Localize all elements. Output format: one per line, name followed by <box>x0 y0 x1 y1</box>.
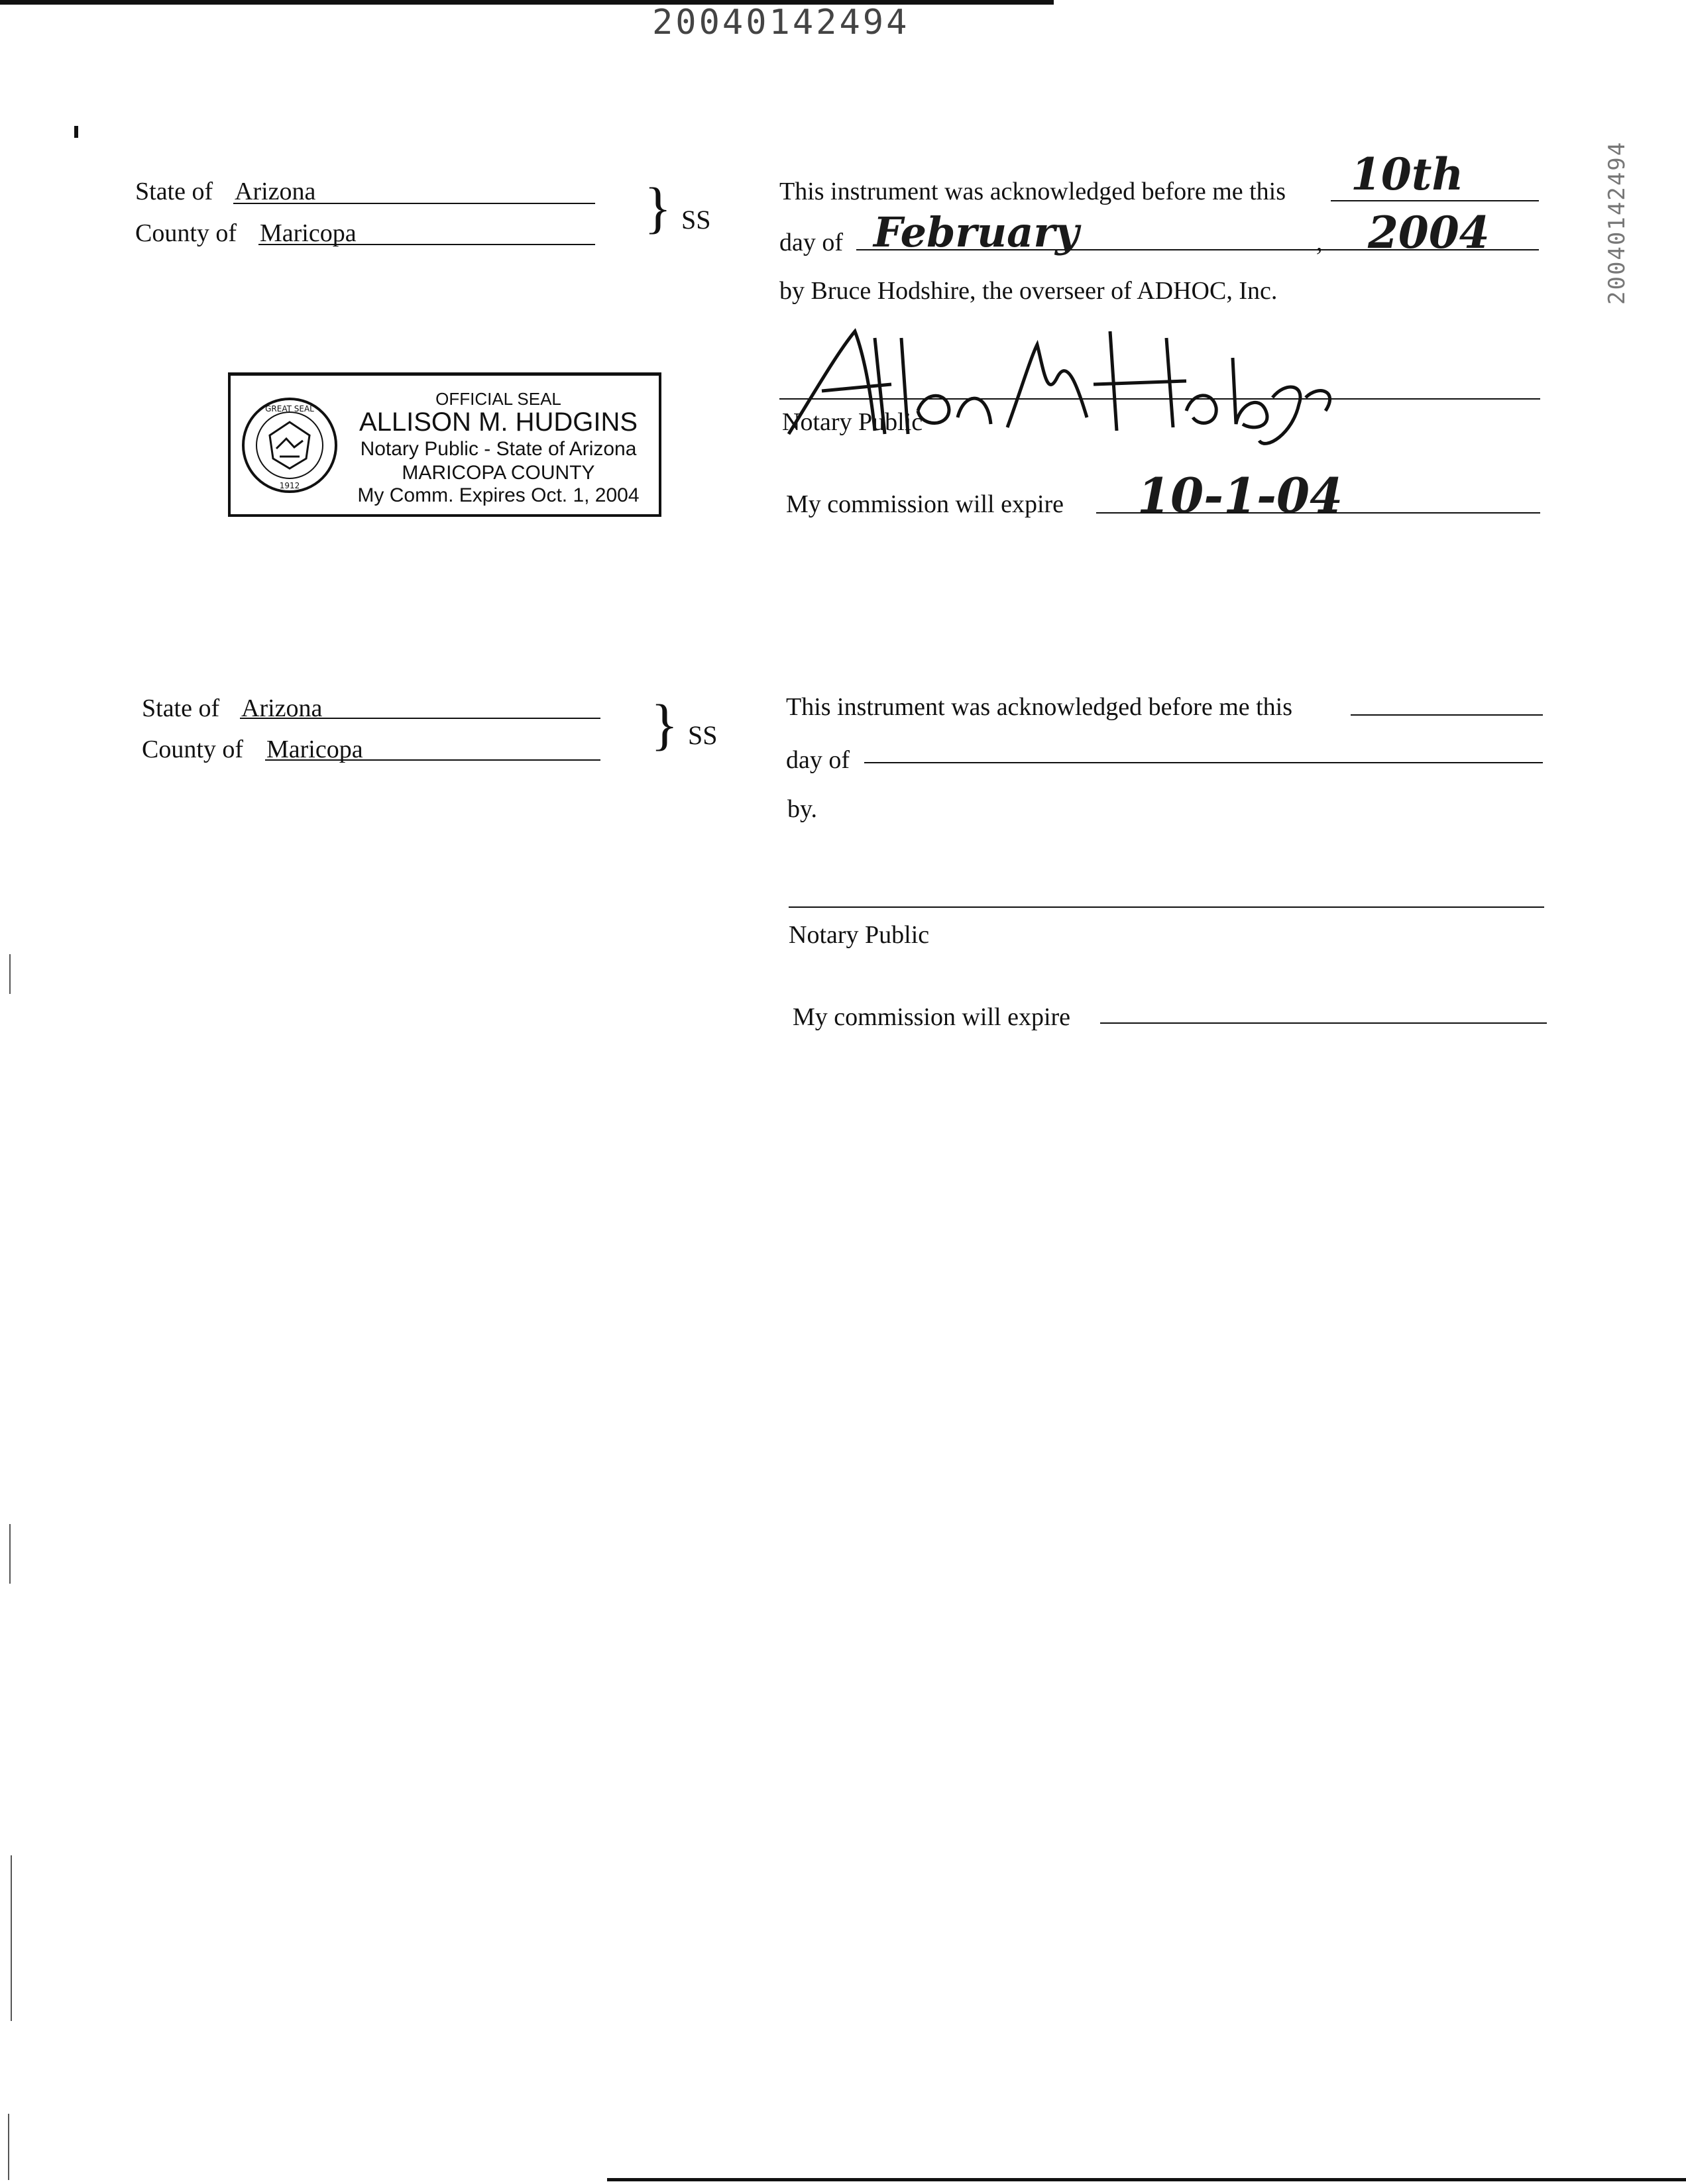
side-stamp: 20040142494 <box>1604 140 1630 305</box>
county-value: Maricopa <box>266 736 363 763</box>
state-line <box>233 203 595 204</box>
ss-label: SS <box>688 720 718 750</box>
ss-label: SS <box>681 205 711 235</box>
notary-public-label: Notary Public <box>782 408 923 436</box>
county-label: County of <box>142 736 244 763</box>
bottom-rule <box>607 2178 1686 2181</box>
commission-handwritten: 10-1-04 <box>1137 467 1343 523</box>
month-line <box>864 762 1543 763</box>
seal-title: OFFICIAL SEAL <box>435 389 561 409</box>
by-label: by. <box>787 795 818 823</box>
seal-name: ALLISON M. HUDGINS <box>359 408 638 437</box>
commission-label: My commission will expire <box>793 1003 1071 1031</box>
scan-mark <box>9 954 11 994</box>
commission-line <box>1100 1022 1547 1024</box>
year-handwritten: 2004 <box>1368 207 1490 258</box>
brace: } <box>651 692 679 756</box>
notary-public-label: Notary Public <box>789 921 930 949</box>
date-comma: , <box>1316 229 1323 256</box>
month-handwritten: February <box>873 208 1080 256</box>
county-value: Maricopa <box>260 219 357 247</box>
county-line <box>258 244 595 245</box>
day-of-label: day of <box>779 229 844 256</box>
arizona-state-seal-icon <box>240 396 339 495</box>
county-label: County of <box>135 219 237 247</box>
seal-line-2: MARICOPA COUNTY <box>402 462 595 484</box>
state-value: Arizona <box>235 178 316 205</box>
scan-mark <box>9 1524 11 1584</box>
scan-mark <box>11 1855 12 2021</box>
scan-mark <box>74 126 78 138</box>
official-seal-stamp <box>228 372 661 517</box>
seal-line-1: Notary Public - State of Arizona <box>360 438 637 460</box>
signature-line <box>789 906 1544 908</box>
acknowledged-text: This instrument was acknowledged before me this <box>779 178 1286 205</box>
state-line <box>240 718 600 719</box>
day-line <box>1351 714 1543 716</box>
day-of-label: day of <box>786 746 850 774</box>
svg-text:GREAT SEAL: GREAT SEAL <box>265 404 314 413</box>
acknowledged-text: This instrument was acknowledged before me this <box>786 693 1293 721</box>
commission-label: My commission will expire <box>786 490 1064 518</box>
by-text: by Bruce Hodshire, the overseer of ADHOC, Inc. <box>779 277 1278 305</box>
scan-mark <box>8 2114 9 2180</box>
state-value: Arizona <box>241 694 323 722</box>
document-number: 20040142494 <box>652 3 910 42</box>
day-handwritten: 10th <box>1351 148 1464 200</box>
seal-line-3: My Comm. Expires Oct. 1, 2004 <box>357 484 640 506</box>
county-line <box>265 759 600 761</box>
state-label: State of <box>135 178 213 205</box>
state-label: State of <box>142 694 220 722</box>
brace: } <box>644 176 672 239</box>
svg-text:1912: 1912 <box>279 481 300 490</box>
day-line <box>1331 200 1539 201</box>
